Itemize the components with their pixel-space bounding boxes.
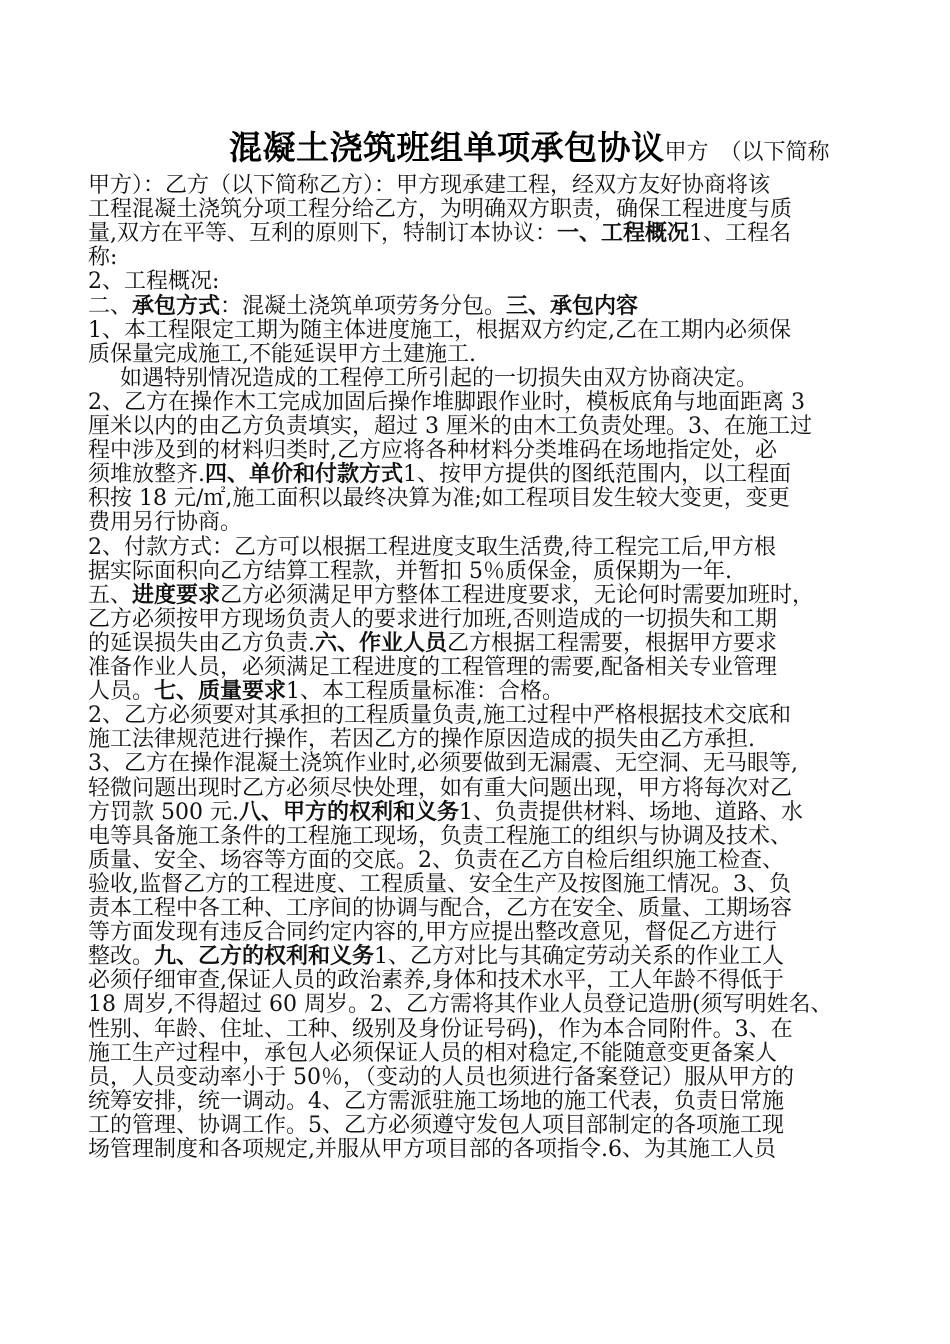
text-line	[88, 294, 638, 320]
line-text: 质保量完成施工,不能延误甲方土建施工.	[88, 341, 476, 367]
line-text: 乙方必须满足甲方整体工程进度要求，无论何时需要加班时，	[220, 582, 815, 608]
text-line	[88, 462, 791, 488]
line-text: 施工生产过程中，承包人必须保证人员的相对稳定,不能随意变更备案人	[88, 1040, 777, 1066]
text-line	[88, 390, 805, 416]
line-text: 乙方必须按甲方现场负责人的要求进行加班,否则造成的一切损失和工期	[88, 606, 777, 632]
line-text: 的延误损失由乙方负责.	[88, 630, 315, 656]
line-text: 程中涉及到的材料归类时,乙方应将各种材料分类堆码在场地指定处，必	[88, 438, 777, 464]
text-line	[88, 197, 792, 223]
text-line	[88, 751, 798, 777]
text-line	[88, 679, 564, 705]
line-text: 验收,监督乙方的工程进度、工程质量、安全生产及按图施工情况。3、负	[88, 871, 791, 897]
text-line	[88, 848, 784, 874]
text-line	[88, 559, 732, 585]
line-text: 质量、安全、场容等方面的交底。2、负责在乙方自检后组织施工检查、	[88, 847, 784, 873]
line-text: 轻微问题出现时乙方必须尽快处理，如有重大问题出现，甲方将每次对乙	[88, 775, 793, 801]
line-text: 2、乙方在操作木工完成加固后操作堆脚跟作业时，模板底角与地面距离 3	[88, 389, 805, 415]
text-line	[88, 583, 814, 609]
text-line	[88, 269, 219, 295]
title-tail-text: 甲方 （以下简称	[664, 140, 830, 165]
line-text: 电等具备施工条件的工程施工现场，负责工程施工的组织与协调及技术、	[88, 823, 793, 849]
line-text: 施工法律规范进行操作，若因乙方的操作原因造成的损失由乙方承担.	[88, 727, 755, 753]
text-line	[88, 824, 792, 850]
section-heading: 进度要求	[132, 582, 221, 608]
line-text: 3、乙方在操作混凝土浇筑作业时,必须要做到无漏震、无空洞、无马眼等,	[88, 751, 798, 777]
line-text: 工的管理、协调工作。5、乙方必须遵守发包人项目部制定的各项施工现	[88, 1112, 784, 1138]
section-heading: 承包方式	[132, 293, 221, 319]
line-text: 甲方）：乙方（以下简称乙方）：甲方现承建工程，经双方友好协商将该	[88, 173, 771, 198]
text-line	[88, 1137, 776, 1163]
text-line	[88, 1065, 794, 1091]
text-line	[88, 920, 777, 946]
line-text: 2、工程概况:	[88, 269, 220, 295]
line-text: 1、按甲方提供的图纸范围内，以工程面	[403, 462, 792, 488]
line-text: 据实际面积向乙方结算工程款，并暂扣 5％质保金，质保期为一年.	[88, 558, 732, 584]
line-text: 量,双方在平等、互利的原则下，特制订本协议：	[88, 221, 557, 247]
text-line	[88, 1089, 784, 1115]
text-line	[88, 486, 790, 512]
line-text: 员，人员变动率小于 50％，（变动的人员也须进行备案登记）服从甲方的	[88, 1064, 794, 1090]
text-line	[88, 221, 791, 247]
section-heading: 六、作业人员	[315, 630, 448, 656]
text-line	[88, 800, 803, 826]
section-heading: 四、单价和付款方式	[205, 462, 404, 488]
text-line	[88, 944, 784, 970]
title-line	[229, 128, 830, 173]
line-text: ：混凝土浇筑单项劳务分包。	[220, 293, 507, 319]
line-text: 2、付款方式：乙方可以根据工程进度支取生活费,待工程完工后,甲方根	[88, 534, 776, 560]
line-text: 1、本工程质量标准：合格。	[286, 679, 565, 705]
line-text: 准备作业人员，必须满足工程进度的工程管理的需要,配备相关专业管理	[88, 655, 777, 680]
text-line	[88, 510, 242, 536]
line-text: 等方面发现有违反合同约定内容的,甲方应提出整改意见，督促乙方进行	[88, 920, 777, 946]
line-text: 必须仔细审查,保证人员的政治素养,身体和技术水平，工人年龄不得低于	[88, 968, 784, 994]
line-text: 统筹安排，统一调动。4、乙方需派驻施工场地的施工代表，负责日常施	[88, 1088, 784, 1114]
text-line	[88, 535, 776, 561]
text-line	[88, 703, 791, 729]
text-line	[88, 173, 770, 199]
text-line	[88, 414, 812, 440]
section-heading: 三、承包内容	[506, 293, 639, 319]
line-text: 2、乙方必须要对其承担的工程质量负责,施工过程中严格根据技术交底和	[88, 703, 791, 729]
line-text: 工程混凝土浇筑分项工程分给乙方，为明确双方职责，确保工程进度与质	[88, 197, 793, 223]
line-text: 1、负责提供材料、场地、道路、水	[459, 799, 803, 825]
text-line	[88, 245, 117, 271]
line-text: 如遇特别情况造成的工程停工所引起的一切损失由双方协商决定。	[120, 365, 759, 391]
text-line	[88, 607, 777, 633]
line-text: 五、	[88, 582, 133, 608]
text-line	[88, 655, 777, 681]
section-heading: 七、质量要求	[154, 679, 287, 705]
line-text: 人员。	[88, 679, 155, 705]
document-title: 混凝土浇筑班组单项承包协议	[229, 128, 665, 167]
line-text: 18 周岁,不得超过 60 周岁。2、乙方需将其作业人员登记造册(须写明姓名、	[88, 992, 833, 1018]
line-text: 费用另行协商。	[88, 510, 243, 536]
line-text: 1、工程名	[689, 221, 792, 247]
text-line	[88, 1041, 777, 1067]
line-text: 须堆放整齐.	[88, 462, 205, 488]
line-text: 二、	[88, 293, 133, 319]
text-line	[88, 776, 792, 802]
section-heading: 八、甲方的权利和义务	[238, 799, 459, 825]
line-text: 场管理制度和各项规定,并服从甲方项目部的各项指令.6、为其施工人员	[88, 1137, 776, 1162]
text-line	[88, 727, 755, 753]
text-line	[88, 872, 791, 898]
line-text: 整改。	[88, 944, 155, 970]
text-line	[120, 366, 758, 392]
line-text: 积按 18 元/㎡,施工面积以最终决算为准;如工程项目发生较大变更，变更	[88, 486, 790, 512]
text-line	[88, 1113, 784, 1139]
text-line	[88, 438, 777, 464]
text-line	[88, 1017, 793, 1043]
text-line	[88, 631, 777, 657]
line-text: 1、乙方对比与其确定劳动关系的作业工人	[374, 944, 785, 970]
line-text: 方罚款 500 元.	[88, 799, 239, 825]
line-text: 厘米以内的由乙方负责填实，超过 3 厘米的由木工负责处理。3、在施工过	[88, 414, 812, 439]
section-heading: 九、乙方的权利和义务	[154, 944, 375, 970]
text-line	[88, 968, 784, 994]
text-line	[88, 342, 476, 368]
text-line	[88, 318, 791, 344]
line-text: 称:	[88, 245, 118, 271]
line-text: 1、本工程限定工期为随主体进度施工，根据双方约定,乙在工期内必须保	[88, 317, 791, 343]
line-text: 乙方根据工程需要，根据甲方要求	[447, 630, 778, 656]
line-text: 性别、年龄、住址、工种、级别及身份证号码)，作为本合同附件。3、在	[88, 1016, 793, 1042]
text-line	[88, 992, 833, 1018]
line-text: 责本工程中各工种、工序间的协调与配合，乙方在安全、质量、工期场容	[88, 896, 793, 921]
text-line	[88, 896, 792, 922]
section-heading: 一、工程概况	[557, 221, 690, 247]
